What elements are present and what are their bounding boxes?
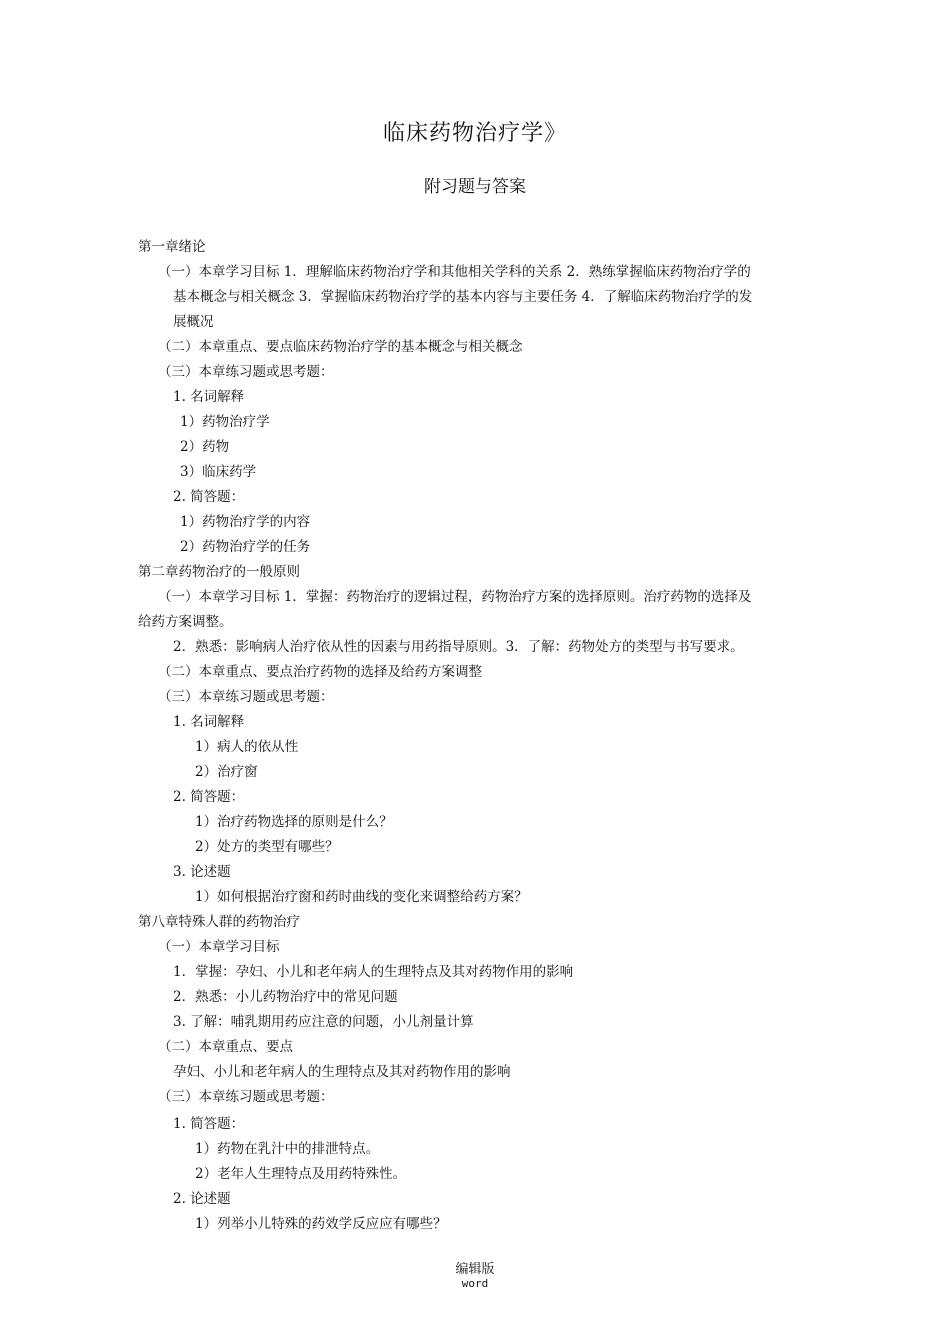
list-item: 1. 名词解释 bbox=[173, 714, 245, 730]
list-item: 1）药物治疗学 bbox=[180, 414, 270, 430]
text-line: 基本概念与相关概念 3．掌握临床药物治疗学的基本内容与主要任务 4．了解临床药物治疗学的发 bbox=[173, 289, 753, 305]
text-line: 3. 了解：哺乳期用药应注意的问题，小儿剂量计算 bbox=[173, 1014, 474, 1030]
text-line: （二）本章重点、要点治疗药物的选择及给药方案调整 bbox=[158, 664, 482, 680]
text-line: 2．熟悉：小儿药物治疗中的常见问题 bbox=[173, 989, 398, 1005]
text-line: （二）本章重点、要点 bbox=[158, 1039, 293, 1055]
list-item: 2. 论述题 bbox=[173, 1191, 231, 1207]
list-item: 3）临床药学 bbox=[180, 464, 257, 480]
text-line: 给药方案调整。 bbox=[138, 614, 233, 630]
document-subtitle: 附习题与答案 bbox=[424, 177, 526, 197]
chapter-heading: 第八章特殊人群的药物治疗 bbox=[138, 914, 300, 930]
list-item: 1）药物在乳汁中的排泄特点。 bbox=[195, 1141, 380, 1157]
list-item: 2. 简答题： bbox=[173, 789, 245, 805]
document-title: 临床药物治疗学》 bbox=[382, 121, 567, 146]
text-line: 2．熟悉：影响病人治疗依从性的因素与用药指导原则。3．了解：药物处方的类型与书写要求。 bbox=[173, 639, 744, 655]
text-line: （一）本章学习目标 bbox=[158, 939, 280, 955]
footer-label: 编辑版 bbox=[455, 1262, 495, 1277]
text-line: （三）本章练习题或思考题： bbox=[158, 364, 334, 380]
list-item: 2. 简答题： bbox=[173, 489, 245, 505]
list-item: 1. 名词解释 bbox=[173, 389, 245, 405]
text-line: 展概况 bbox=[173, 314, 214, 330]
list-item: 1）列举小儿特殊的药效学反应应有哪些？ bbox=[195, 1216, 447, 1232]
text-line: 1．掌握：孕妇、小儿和老年病人的生理特点及其对药物作用的影响 bbox=[173, 964, 574, 980]
text-line: （二）本章重点、要点临床药物治疗学的基本概念与相关概念 bbox=[158, 339, 523, 355]
chapter-heading: 第二章药物治疗的一般原则 bbox=[138, 564, 300, 580]
text-line: （三）本章练习题或思考题： bbox=[158, 1089, 334, 1105]
list-item: 2）药物治疗学的任务 bbox=[180, 539, 311, 555]
text-line: （三）本章练习题或思考题： bbox=[158, 689, 334, 705]
list-item: 1）治疗药物选择的原则是什么？ bbox=[195, 814, 393, 830]
text-line: 孕妇、小儿和老年病人的生理特点及其对药物作用的影响 bbox=[173, 1064, 511, 1080]
list-item: 1）如何根据治疗窗和药时曲线的变化来调整给药方案？ bbox=[195, 889, 528, 905]
footer-sublabel: word bbox=[461, 1277, 489, 1290]
list-item: 1）药物治疗学的内容 bbox=[180, 514, 311, 530]
list-item: 3. 论述题 bbox=[173, 864, 231, 880]
list-item: 2）治疗窗 bbox=[195, 764, 258, 780]
list-item: 1. 简答题： bbox=[173, 1116, 245, 1132]
list-item: 2）老年人生理特点及用药特殊性。 bbox=[195, 1166, 407, 1182]
list-item: 1）病人的依从性 bbox=[195, 739, 299, 755]
chapter-heading: 第一章绪论 bbox=[138, 239, 206, 255]
list-item: 2）药物 bbox=[180, 439, 230, 455]
text-line: （一）本章学习目标 1．理解临床药物治疗学和其他相关学科的关系 2．熟练掌握临床药物治疗学的 bbox=[158, 264, 751, 280]
text-line: （一）本章学习目标 1．掌握：药物治疗的逻辑过程，药物治疗方案的选择原则。治疗药物的选择及 bbox=[158, 589, 752, 605]
list-item: 2）处方的类型有哪些？ bbox=[195, 839, 339, 855]
